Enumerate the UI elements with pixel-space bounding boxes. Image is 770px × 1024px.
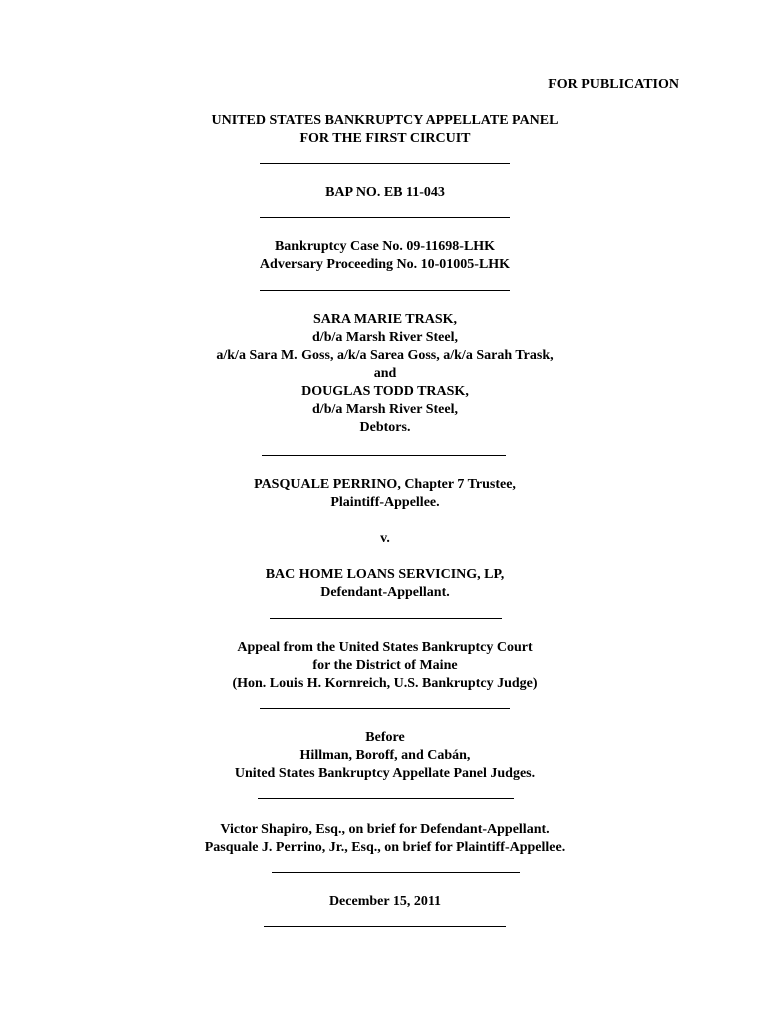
divider-8 [272, 872, 520, 873]
versus: v. [380, 531, 390, 546]
plaintiff-block [0, 476, 770, 512]
debtor-name-1: SARA MARIE TRASK, [312, 312, 458, 327]
divider-5 [270, 618, 502, 619]
debtor-name-2: DOUGLAS TODD TRASK, [301, 384, 469, 399]
court-heading [0, 112, 770, 148]
defendant-name: BAC HOME LOANS SERVICING, LP, [265, 567, 505, 582]
debtor-dba-2: d/b/a Marsh River Steel, [312, 402, 458, 417]
defendant-block [0, 566, 770, 602]
divider-3 [260, 290, 510, 291]
plaintiff-name: PASQUALE PERRINO, Chapter 7 Trustee, [254, 477, 516, 492]
bap-number: BAP NO. EB 11-043 [325, 185, 445, 200]
appeal-district: for the District of Maine [312, 658, 458, 673]
debtor-and: and [373, 366, 397, 381]
counsel-defendant: Victor Shapiro, Esq., on brief for Defendant-Appellant. [220, 822, 550, 837]
panel-judges: Hillman, Boroff, and Cabán, [299, 748, 471, 763]
appeal-court: Appeal from the United States Bankruptcy Court [237, 640, 533, 655]
bankruptcy-case-number: Bankruptcy Case No. 09-11698-LHK [274, 239, 496, 254]
court-name: UNITED STATES BANKRUPTCY APPELLATE PANEL [211, 113, 559, 128]
plaintiff-role: Plaintiff-Appellee. [330, 495, 440, 510]
case-numbers [0, 238, 770, 274]
appeal-judge: (Hon. Louis H. Kornreich, U.S. Bankruptcy Judge) [232, 676, 538, 691]
appeal-block [0, 639, 770, 693]
debtor-dba-1: d/b/a Marsh River Steel, [312, 330, 458, 345]
counsel-plaintiff: Pasquale J. Perrino, Jr., Esq., on brief for Plaintiff-Appellee. [204, 840, 566, 855]
divider-7 [258, 798, 514, 799]
divider-4 [262, 455, 506, 456]
divider-1 [260, 163, 510, 164]
panel-block [0, 729, 770, 783]
adversary-proceeding-number: Adversary Proceeding No. 10-01005-LHK [259, 257, 511, 272]
decision-date: December 15, 2011 [328, 894, 442, 909]
defendant-role: Defendant-Appellant. [320, 585, 450, 600]
panel-title: United States Bankruptcy Appellate Panel Judges. [234, 766, 536, 781]
publication-label: FOR PUBLICATION [548, 77, 679, 92]
counsel-block [0, 821, 770, 857]
debtors-role: Debtors. [359, 420, 411, 435]
divider-9 [264, 926, 506, 927]
bap-number-block [0, 184, 770, 202]
divider-2 [260, 217, 510, 218]
debtors-block [0, 311, 770, 437]
debtor-aka: a/k/a Sara M. Goss, a/k/a Sarea Goss, a/k/a Sarah Trask, [216, 348, 554, 363]
panel-before: Before [365, 730, 405, 745]
court-circuit: FOR THE FIRST CIRCUIT [299, 131, 471, 146]
divider-6 [260, 708, 510, 709]
